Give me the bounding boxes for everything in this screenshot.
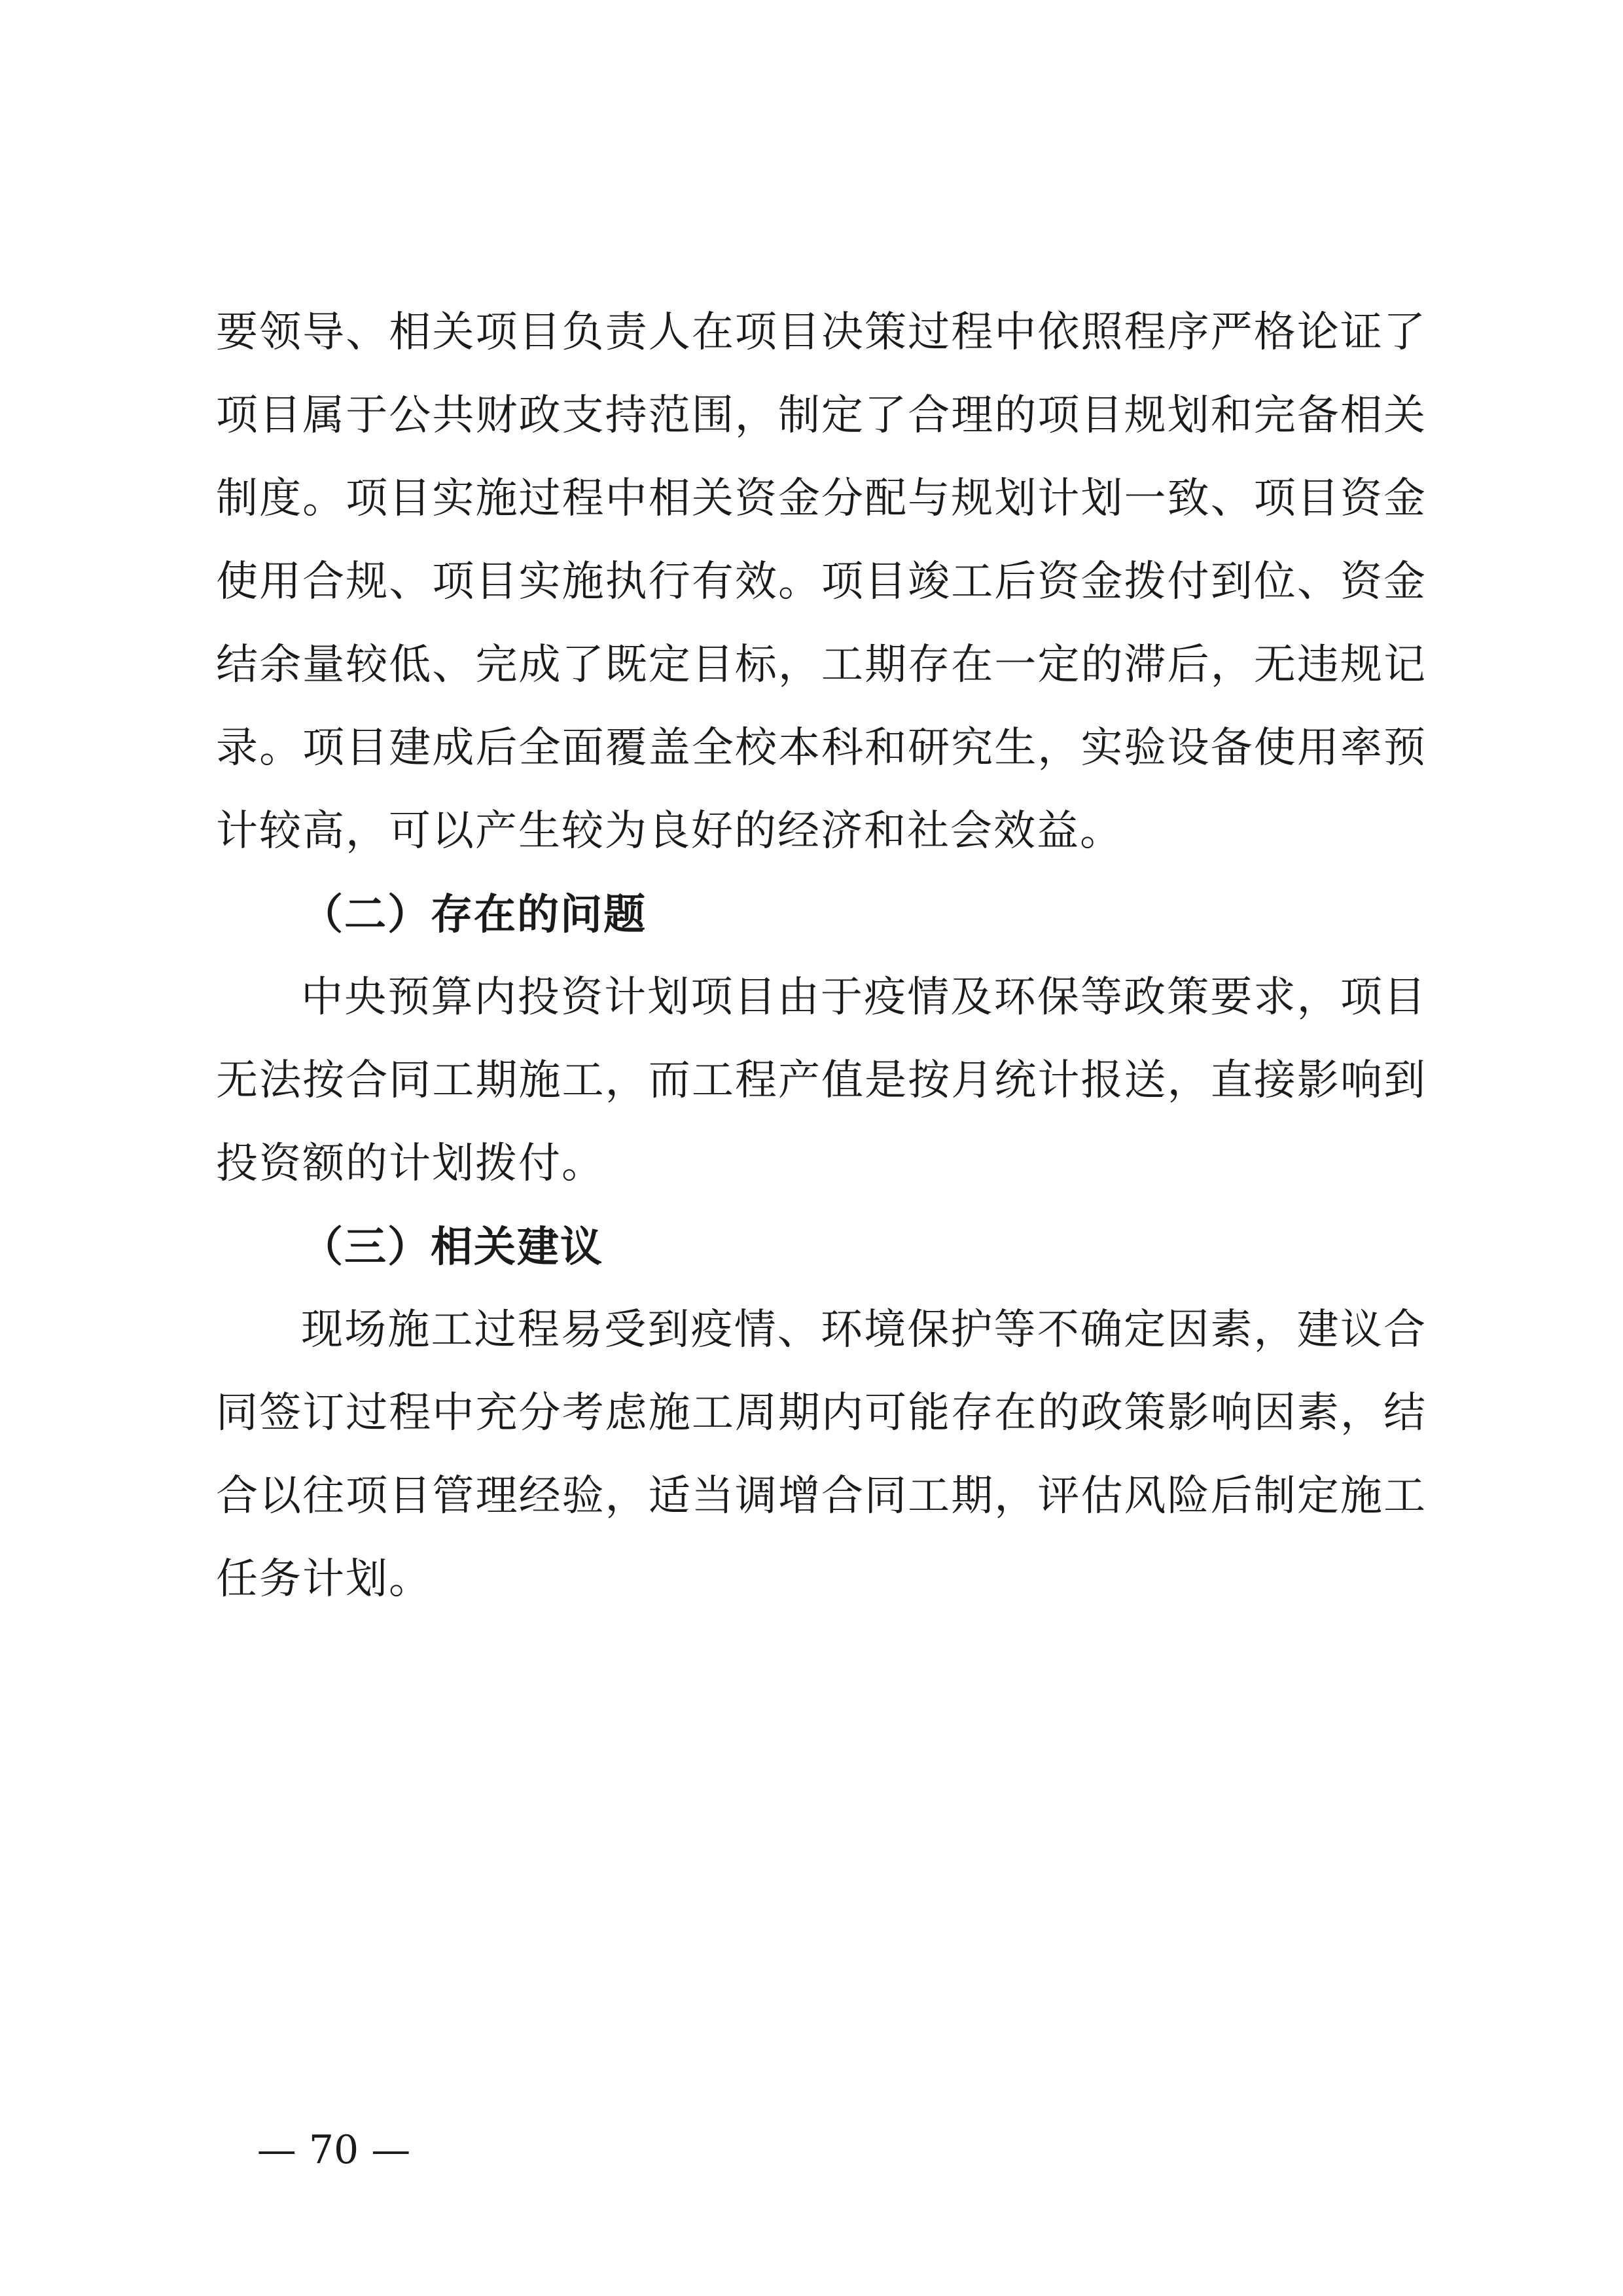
summary-paragraph (216, 291, 1427, 873)
paragraph-line: 项目属于公共财政支持范围，制定了合理的项目规划和完备相关 (216, 391, 1427, 440)
paragraph-line: 现场施工过程易受到疫情、环境保护等不确定因素，建议合 (301, 1306, 1427, 1354)
section-heading-problems: （二）存在的问题 (301, 890, 647, 939)
paragraph-line: 结余量较低、完成了既定目标，工期存在一定的滞后，无违规记 (216, 641, 1427, 689)
paragraph-line: 中央预算内投资计划项目由于疫情及环保等政策要求，项目 (301, 973, 1427, 1022)
section-heading-suggestions: （三）相关建议 (301, 1223, 603, 1272)
paragraph-line: 计较高，可以产生较为良好的经济和社会效益。 (216, 807, 1123, 855)
paragraph-line: 同签订过程中充分考虑施工周期内可能存在的政策影响因素，结 (216, 1389, 1427, 1437)
document-body (216, 291, 1427, 1621)
paragraph-line: 录。项目建成后全面覆盖全校本科和研究生，实验设备使用率预 (216, 724, 1427, 772)
page-number: — 70 — (257, 2127, 411, 2173)
problems-paragraph (216, 956, 1427, 1206)
suggestions-paragraph (216, 1289, 1427, 1621)
paragraph-line: 制度。项目实施过程中相关资金分配与规划计划一致、项目资金 (216, 475, 1427, 523)
paragraph-line: 投资额的计划拨付。 (216, 1139, 605, 1188)
paragraph-line: 无法按合同工期施工，而工程产值是按月统计报送，直接影响到 (216, 1056, 1427, 1105)
paragraph-line: 合以往项目管理经验，适当调增合同工期，评估风险后制定施工 (216, 1472, 1427, 1520)
paragraph-line: 使用合规、项目实施执行有效。项目竣工后资金拨付到位、资金 (216, 558, 1427, 606)
paragraph-line: 任务计划。 (216, 1555, 432, 1604)
paragraph-line: 要领导、相关项目负责人在项目决策过程中依照程序严格论证了 (216, 308, 1427, 357)
